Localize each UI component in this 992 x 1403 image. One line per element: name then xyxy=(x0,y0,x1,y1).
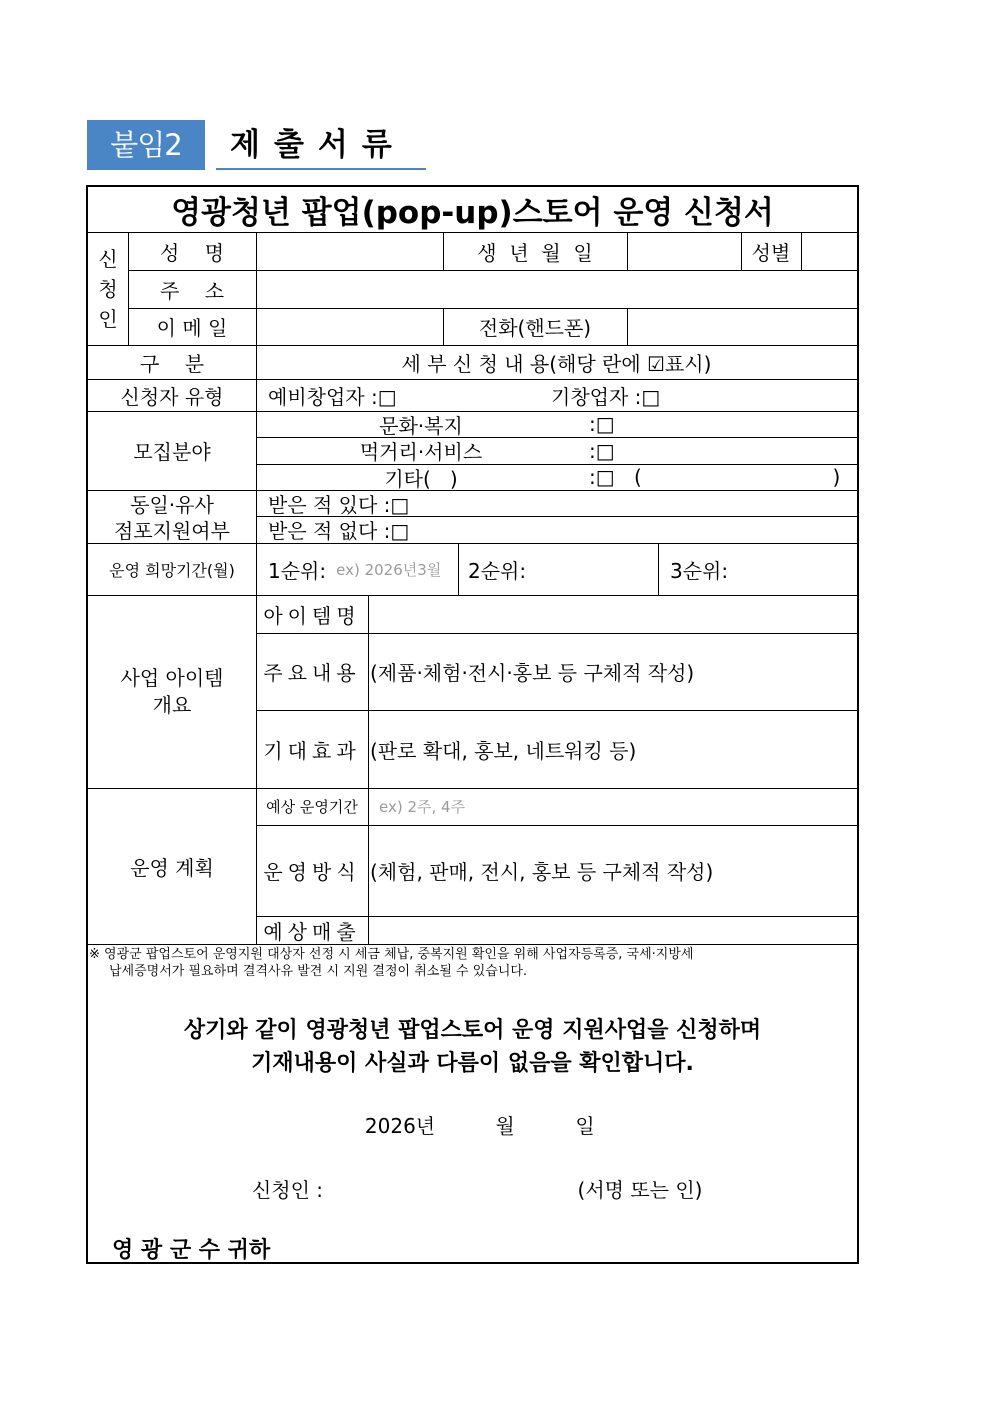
third-choice-field[interactable]: 3순위: xyxy=(670,558,729,583)
operation-method-field[interactable]: (체험, 판매, 전시, 홍보 등 구체적 작성) xyxy=(370,860,714,884)
main-content-field[interactable]: (제품·체험·전시·홍보 등 구체적 작성) xyxy=(370,661,695,685)
date-day: 일 xyxy=(575,1113,595,1138)
gender-label: 성별 xyxy=(751,240,791,265)
name-field[interactable] xyxy=(257,233,443,270)
email-label: 이 메 일 xyxy=(156,316,228,340)
existing-startup-checkbox[interactable]: 기창업자 :□ xyxy=(551,384,661,409)
signer-name-field[interactable] xyxy=(345,1172,555,1204)
first-choice-hint: ex) 2026년3월 xyxy=(336,560,442,579)
operation-method-label: 운영방식 xyxy=(263,860,361,884)
item-overview-label xyxy=(88,595,256,788)
address-label: 주 소 xyxy=(159,278,225,303)
other-detail-field[interactable]: ( ) xyxy=(634,465,841,489)
email-field[interactable] xyxy=(257,309,443,345)
expected-sales-label: 예상매출 xyxy=(263,919,361,944)
gender-field[interactable] xyxy=(802,233,857,270)
birthdate-field[interactable] xyxy=(628,233,741,270)
pre-startup-checkbox[interactable]: 예비창업자 :□ xyxy=(268,384,397,409)
detail-header: 세 부 신 청 내 용(해당 란에 ☑표시) xyxy=(401,351,712,376)
notice xyxy=(89,946,857,980)
recruit-option-name: 문화·복지 xyxy=(379,413,463,438)
first-choice-field[interactable] xyxy=(262,543,458,595)
expected-period-hint: ex) 2주, 4주 xyxy=(379,798,466,816)
operation-plan-label: 운영 계획 xyxy=(130,855,214,880)
expected-period-field[interactable] xyxy=(369,788,857,825)
expected-period-label: 예상 운영기간 xyxy=(266,798,358,816)
culture-welfare-checkbox[interactable]: :□ xyxy=(589,412,615,436)
applicant-type-label: 신청자 유형 xyxy=(120,384,224,409)
expected-effect-label: 기대효과 xyxy=(263,738,361,763)
signer-label: 신청인 : xyxy=(251,1177,324,1202)
notice-line-1: ※ 영광군 팝업스토어 운영지원 대상자 선정 시 세금 체납, 중복지원 확인을 위해 사업자등록증, 국세·지방세 xyxy=(89,947,694,962)
food-service-checkbox[interactable]: :□ xyxy=(589,438,615,463)
attachment-badge: 붙임2 xyxy=(87,120,205,170)
birthdate-label: 생 년 월 일 xyxy=(477,240,593,265)
second-choice-field[interactable]: 2순위: xyxy=(468,558,527,583)
other-checkbox[interactable]: :□ xyxy=(589,465,615,489)
first-choice-label: 1순위: xyxy=(268,558,327,583)
declaration-line-2: 기재내용이 사실과 다름이 없음을 확인합니다. xyxy=(251,1051,694,1076)
support-history-label: 동일·유사 xyxy=(130,492,214,517)
recruit-option-name: 기타( ) xyxy=(384,466,458,491)
not-received-support-checkbox[interactable]: 받은 적 없다 :□ xyxy=(268,519,410,543)
item-name-label: 아이템명 xyxy=(263,603,361,628)
signature-hint: (서명 또는 인) xyxy=(577,1177,703,1202)
item-overview-label-line2: 개요 xyxy=(152,692,192,717)
expected-effect-field[interactable]: (판로 확대, 홍보, 네트워킹 등) xyxy=(370,738,637,763)
section-title: 제출서류 xyxy=(216,120,426,170)
support-history-label: 점포지원여부 xyxy=(114,519,230,543)
recruit-option-name: 먹거리·서비스 xyxy=(359,440,483,464)
date-month: 월 xyxy=(495,1113,515,1138)
address-field[interactable] xyxy=(257,271,857,308)
applicant-group-label: 신 청 인 xyxy=(98,246,118,331)
main-content-label: 주요내용 xyxy=(263,661,361,685)
date-year: 2026년 xyxy=(364,1113,436,1138)
item-overview-label-line1: 사업 아이템 xyxy=(120,665,224,690)
notice-line-2: 납세증명서가 필요하며 결격사유 발견 시 지원 결정이 취소될 수 있습니다. xyxy=(109,964,528,979)
recipient: 영 광 군 수 귀하 xyxy=(112,1237,271,1263)
phone-label: 전화(핸드폰) xyxy=(478,316,592,340)
item-name-field[interactable] xyxy=(369,596,857,633)
form-title: 영광청년 팝업(pop-up)스토어 운영 신청서 xyxy=(171,195,774,231)
received-support-checkbox[interactable]: 받은 적 있다 :□ xyxy=(268,492,410,517)
expected-sales-field[interactable] xyxy=(369,917,857,944)
name-label: 성 명 xyxy=(159,240,225,265)
desired-period-label: 운영 희망기간(월) xyxy=(109,560,235,580)
declaration-line-1: 상기와 같이 영광청년 팝업스토어 운영 지원사업을 신청하며 xyxy=(183,1018,762,1043)
recruit-field-label: 모집분야 xyxy=(133,440,211,464)
category-header: 구 분 xyxy=(139,351,205,376)
phone-field[interactable] xyxy=(628,309,857,345)
